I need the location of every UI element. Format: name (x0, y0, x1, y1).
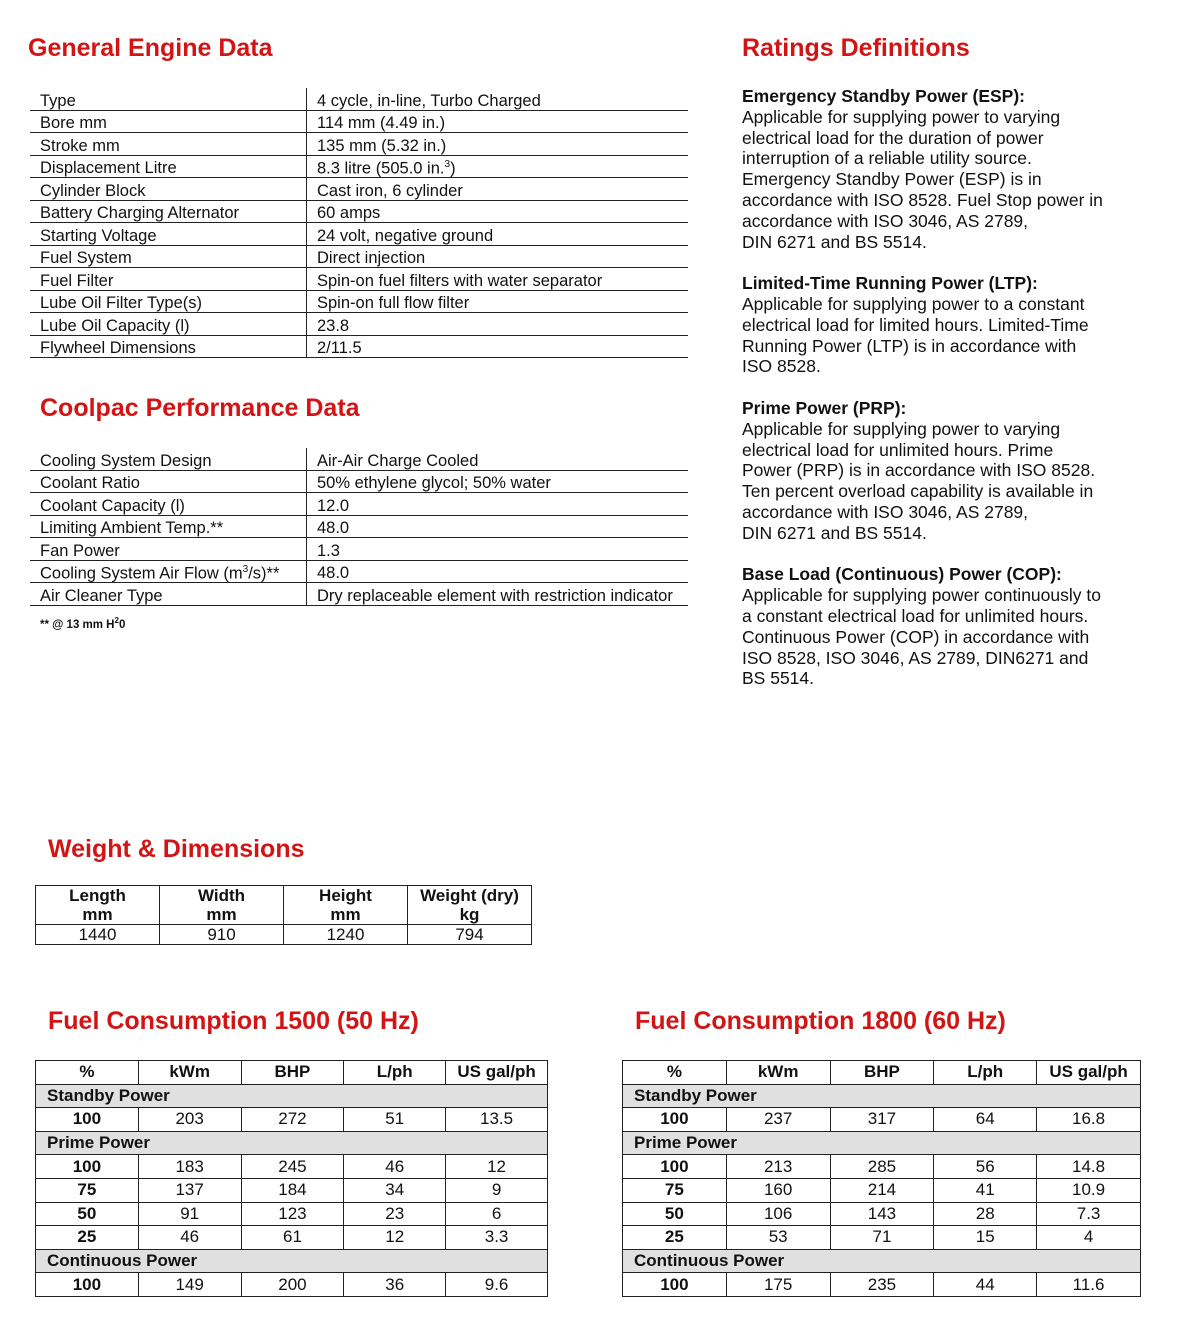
column-header: Width (160, 886, 284, 906)
row-label: Fuel Filter (30, 268, 307, 291)
table-cell: 23 (344, 1202, 446, 1226)
rating-text-line: electrical load for unlimited hours. Prime (742, 439, 1054, 460)
row-label: Coolant Ratio (30, 470, 307, 493)
fuel-consumption-60hz-table (622, 1060, 1141, 1297)
table-cell: 71 (830, 1226, 934, 1250)
column-header: L/ph (344, 1061, 446, 1085)
load-percent: 25 (36, 1226, 139, 1250)
table-row (36, 925, 532, 945)
header-row (623, 1061, 1141, 1085)
column-header: BHP (241, 1061, 344, 1085)
section-label: Prime Power (623, 1131, 1141, 1155)
fuel-consumption-60hz-title: Fuel Consumption 1800 (60 Hz) (635, 1007, 1006, 1035)
table-cell: 200 (241, 1273, 344, 1297)
rating-text-line: accordance with ISO 3046, AS 2789, (742, 210, 1029, 231)
table-row (30, 583, 688, 606)
table-row (30, 470, 688, 493)
column-header: kWm (726, 1061, 830, 1085)
section-label: Continuous Power (36, 1249, 548, 1273)
table-cell: 41 (934, 1178, 1037, 1202)
column-header: kWm (138, 1061, 241, 1085)
table-row (36, 905, 532, 925)
table-cell: 317 (830, 1108, 934, 1132)
section-label: Standby Power (623, 1084, 1141, 1108)
table-cell: 14.8 (1037, 1155, 1141, 1179)
rating-text-line: Continuous Power (COP) in accordance with (742, 626, 1090, 647)
table-row (30, 290, 688, 313)
row-label: Flywheel Dimensions (30, 335, 307, 358)
row-value: 48.0 (317, 564, 350, 582)
table-cell: 910 (160, 925, 284, 945)
coolpac-performance-data-title: Coolpac Performance Data (40, 394, 360, 422)
row-value: 2/11.5 (317, 339, 362, 357)
section-row (36, 1249, 548, 1273)
table-row (36, 1108, 548, 1132)
table-row (30, 200, 688, 223)
table-cell: 56 (934, 1155, 1037, 1179)
table-cell: 51 (344, 1108, 446, 1132)
table-row (623, 1155, 1141, 1179)
rating-title: Emergency Standby Power (ESP): (742, 86, 1025, 106)
row-value: Spin-on full flow filter (317, 294, 470, 312)
rating-text-line: a constant electrical load for unlimited hours. (742, 605, 1089, 626)
table-cell: 106 (726, 1202, 830, 1226)
weight-dimensions-title: Weight & Dimensions (48, 835, 305, 863)
table-row (30, 155, 688, 178)
row-value: 135 mm (5.32 in.) (317, 136, 447, 155)
row-label: Type (30, 88, 307, 110)
table-cell: 175 (726, 1273, 830, 1297)
row-value: 12.0 (317, 496, 350, 515)
load-percent: 100 (36, 1155, 139, 1179)
row-value: Spin-on fuel filters with water separator (317, 271, 603, 290)
table-cell: 91 (138, 1202, 241, 1226)
fuel-consumption-50hz-title: Fuel Consumption 1500 (50 Hz) (48, 1007, 419, 1035)
table-cell: 36 (344, 1273, 446, 1297)
table-row (30, 245, 688, 268)
table-row (30, 560, 688, 583)
column-header: Height (284, 886, 408, 906)
table-cell: 203 (138, 1108, 241, 1132)
table-cell: 13.5 (446, 1108, 548, 1132)
table-cell: 160 (726, 1178, 830, 1202)
table-cell: 143 (830, 1202, 934, 1226)
rating-text-line: ISO 8528. (742, 356, 821, 377)
ratings-definitions-title: Ratings Definitions (742, 34, 970, 62)
table-cell: 64 (934, 1108, 1037, 1132)
table-cell: 9.6 (446, 1273, 548, 1297)
load-percent: 50 (623, 1202, 727, 1226)
column-header: % (623, 1061, 727, 1085)
row-value: 1.3 (317, 541, 340, 560)
load-percent: 100 (36, 1108, 139, 1132)
table-cell: 235 (830, 1273, 934, 1297)
table-cell: 10.9 (1037, 1178, 1141, 1202)
table-cell: 137 (138, 1178, 241, 1202)
row-label: Lube Oil Filter Type(s) (30, 290, 307, 313)
rating-text-line: electrical load for limited hours. Limited-Time (742, 314, 1089, 335)
table-cell: 11.6 (1037, 1273, 1141, 1297)
table-cell: 53 (726, 1226, 830, 1250)
table-cell: 44 (934, 1273, 1037, 1297)
column-header: BHP (830, 1061, 934, 1085)
rating-definition (742, 564, 1142, 689)
rating-text-line: Applicable for supplying power to varying (742, 106, 1061, 127)
column-header: mm (36, 905, 160, 925)
rating-text-line: accordance with ISO 3046, AS 2789, (742, 501, 1029, 522)
column-header: kg (408, 905, 532, 925)
section-row (36, 1084, 548, 1108)
row-value: 23.8 (317, 316, 350, 335)
rating-text-line: Applicable for supplying power continuously to (742, 585, 1101, 606)
table-cell: 6 (446, 1202, 548, 1226)
row-label: Starting Voltage (30, 223, 307, 246)
load-percent: 100 (36, 1273, 139, 1297)
table-cell: 9 (446, 1178, 548, 1202)
section-label: Prime Power (36, 1131, 548, 1155)
table-row (36, 1226, 548, 1250)
coolpac-performance-data-table (30, 448, 688, 606)
table-cell: 3.3 (446, 1226, 548, 1250)
load-percent: 75 (36, 1178, 139, 1202)
column-header: % (36, 1061, 139, 1085)
row-value: 8.3 litre (505.0 in.$^3$) (317, 158, 456, 177)
row-label: Stroke mm (30, 133, 307, 156)
row-label: Coolant Capacity (l) (30, 493, 307, 516)
general-engine-data-table (30, 88, 688, 358)
table-cell: 794 (408, 925, 532, 945)
table-cell: 149 (138, 1273, 241, 1297)
table-cell: 61 (241, 1226, 344, 1250)
table-row (36, 1202, 548, 1226)
rating-title: Prime Power (PRP): (742, 397, 907, 418)
section-row (623, 1131, 1141, 1155)
rating-text-line: Emergency Standby Power (ESP) is in (742, 169, 1042, 190)
row-value: 24 volt, negative ground (317, 226, 494, 245)
table-cell: 4 (1037, 1226, 1141, 1250)
rating-text-line: Applicable for supplying power to a constant (742, 293, 1085, 314)
table-row (36, 1155, 548, 1179)
table-row (623, 1226, 1141, 1250)
load-percent: 50 (36, 1202, 139, 1226)
table-row (30, 178, 688, 201)
table-row (30, 493, 688, 516)
rating-definition (742, 273, 1142, 377)
table-row (623, 1108, 1141, 1132)
rating-text-line: Running Power (LTP) is in accordance with (742, 335, 1077, 356)
row-label: Air Cleaner Type (30, 583, 307, 606)
row-value: 114 mm (4.49 in.) (317, 114, 446, 132)
weight-dimensions-table (35, 885, 532, 945)
column-header: US gal/ph (446, 1061, 548, 1085)
load-percent: 100 (623, 1155, 727, 1179)
load-percent: 75 (623, 1178, 727, 1202)
table-row (30, 223, 688, 246)
table-cell: 46 (138, 1226, 241, 1250)
table-row (30, 268, 688, 291)
table-cell: 34 (344, 1178, 446, 1202)
column-header: mm (160, 905, 284, 925)
row-value: Air-Air Charge Cooled (317, 451, 479, 470)
rating-text-line: Ten percent overload capability is available in (742, 481, 1094, 502)
coolpac-footnote: ** @ 13 mm $H^20$ (40, 616, 126, 631)
header-row (36, 1061, 548, 1085)
column-header: Weight (dry) (408, 886, 532, 906)
ratings-definitions-text (742, 86, 1142, 710)
rating-text-line: BS 5514. (742, 668, 814, 689)
table-cell: 214 (830, 1178, 934, 1202)
rating-text-line: Power (PRP) is in accordance with ISO 8528. (742, 460, 1096, 481)
table-row (623, 1178, 1141, 1202)
table-row (30, 88, 688, 110)
section-row (623, 1249, 1141, 1273)
row-label: Fan Power (30, 538, 307, 561)
row-label: Cylinder Block (30, 178, 307, 201)
table-row (623, 1273, 1141, 1297)
rating-text-line: interruption of a reliable utility source. (742, 148, 1032, 169)
table-cell: 15 (934, 1226, 1037, 1250)
table-cell: 183 (138, 1155, 241, 1179)
table-cell: 123 (241, 1202, 344, 1226)
row-label: Fuel System (30, 245, 307, 268)
rating-title: Base Load (Continuous) Power (COP): (742, 564, 1062, 585)
rating-text-line: DIN 6271 and BS 5514. (742, 522, 927, 543)
row-label: Battery Charging Alternator (30, 200, 307, 223)
table-cell: 245 (241, 1155, 344, 1179)
table-cell: 272 (241, 1108, 344, 1132)
column-header: mm (284, 905, 408, 925)
row-value: 4 cycle, in-line, Turbo Charged (317, 91, 541, 110)
table-cell: 1240 (284, 925, 408, 945)
row-label: Lube Oil Capacity (l) (30, 313, 307, 336)
section-row (623, 1084, 1141, 1108)
table-cell: 12 (446, 1155, 548, 1179)
section-label: Standby Power (36, 1084, 548, 1108)
table-row (30, 133, 688, 156)
load-percent: 25 (623, 1226, 727, 1250)
column-header: US gal/ph (1037, 1061, 1141, 1085)
row-value: Dry replaceable element with restriction indicator (317, 586, 673, 605)
table-row (30, 313, 688, 336)
table-row (36, 886, 532, 906)
row-label: Cooling System Design (30, 448, 307, 470)
row-label: Limiting Ambient Temp.** (30, 515, 307, 538)
table-cell: 285 (830, 1155, 934, 1179)
table-cell: 46 (344, 1155, 446, 1179)
column-header: Length (36, 886, 160, 906)
rating-definition (742, 86, 1142, 252)
row-value: 50% ethylene glycol; 50% water (317, 474, 551, 492)
table-row (30, 448, 688, 470)
rating-title: Limited-Time Running Power (LTP): (742, 273, 1038, 294)
table-cell: 1440 (36, 925, 160, 945)
row-label: Cooling System Air Flow $(m^3/s)**$ (30, 560, 307, 583)
rating-text-line: ISO 8528, ISO 3046, AS 2789, DIN6271 and (742, 647, 1089, 668)
section-row (36, 1131, 548, 1155)
table-row (36, 1178, 548, 1202)
rating-definition (742, 398, 1142, 544)
row-value: 60 amps (317, 204, 381, 222)
rating-text-line: electrical load for the duration of power (742, 127, 1044, 148)
rating-text-line: Applicable for supplying power to varying (742, 418, 1061, 439)
table-row (623, 1202, 1141, 1226)
table-row (36, 1273, 548, 1297)
row-label: Bore mm (30, 110, 307, 133)
table-row (30, 110, 688, 133)
table-cell: 184 (241, 1178, 344, 1202)
fuel-consumption-50hz-table (35, 1060, 548, 1297)
table-cell: 12 (344, 1226, 446, 1250)
rating-text-line: DIN 6271 and BS 5514. (742, 231, 927, 252)
table-cell: 7.3 (1037, 1202, 1141, 1226)
row-value: Cast iron, 6 cylinder (317, 181, 463, 200)
table-cell: 213 (726, 1155, 830, 1179)
table-row (30, 515, 688, 538)
section-label: Continuous Power (623, 1249, 1141, 1273)
load-percent: 100 (623, 1108, 727, 1132)
load-percent: 100 (623, 1273, 727, 1297)
table-row (30, 538, 688, 561)
column-header: L/ph (934, 1061, 1037, 1085)
row-value: Direct injection (317, 249, 426, 267)
row-label: Displacement Litre (30, 155, 307, 178)
table-row (30, 335, 688, 358)
rating-text-line: accordance with ISO 8528. Fuel Stop power in (742, 189, 1103, 210)
general-engine-data-title: General Engine Data (28, 34, 273, 62)
row-value: 48.0 (317, 519, 350, 537)
table-cell: 16.8 (1037, 1108, 1141, 1132)
table-cell: 237 (726, 1108, 830, 1132)
table-cell: 28 (934, 1202, 1037, 1226)
